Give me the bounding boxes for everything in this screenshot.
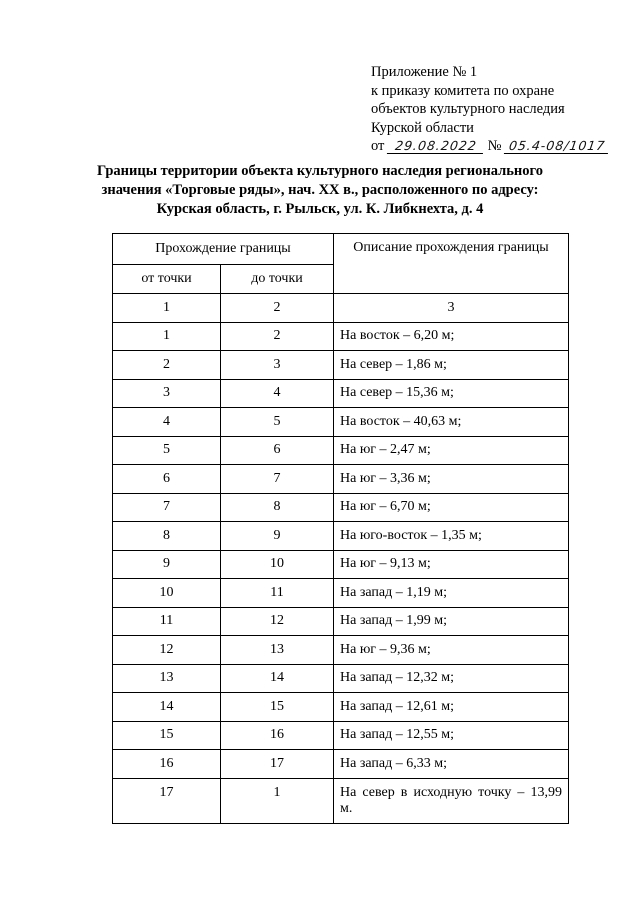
- table-row: [113, 636, 569, 665]
- column-number-2: 2: [221, 294, 334, 323]
- to-point-cell: 12: [221, 607, 334, 636]
- to-point-cell: 5: [221, 408, 334, 437]
- header-boundary-description: Описание прохождения границы: [334, 234, 569, 294]
- description-cell: На юг – 9,13 м;: [334, 550, 569, 579]
- to-point-cell: 11: [221, 579, 334, 608]
- table-row: [113, 550, 569, 579]
- table-row: [113, 579, 569, 608]
- description-cell: На север – 1,86 м;: [334, 351, 569, 380]
- to-point-cell: 13: [221, 636, 334, 665]
- description-cell: На юг – 6,70 м;: [334, 493, 569, 522]
- table-row: [113, 522, 569, 551]
- appendix-line-1: Приложение № 1: [371, 64, 478, 80]
- description-cell: На восток – 40,63 м;: [334, 408, 569, 437]
- title-line-1: Границы территории объекта культурного наследия регионального: [97, 163, 543, 179]
- boundary-table: [112, 233, 569, 824]
- handwritten-date: 29.08.2022: [387, 138, 485, 154]
- from-point-cell: 13: [113, 664, 221, 693]
- description-cell: На запад – 1,99 м;: [334, 607, 569, 636]
- from-point-cell: 1: [113, 322, 221, 351]
- from-point-cell: 6: [113, 465, 221, 494]
- description-cell: На запад – 1,19 м;: [334, 579, 569, 608]
- order-reference: [371, 137, 609, 156]
- number-sign: №: [487, 138, 502, 154]
- table-row: [113, 465, 569, 494]
- table-row: [113, 408, 569, 437]
- header-boundary-pass: Прохождение границы: [113, 234, 334, 265]
- from-point-cell: 17: [113, 778, 221, 823]
- table-row: [113, 778, 569, 823]
- description-cell: На запад – 6,33 м;: [334, 750, 569, 779]
- to-point-cell: 17: [221, 750, 334, 779]
- from-point-cell: 8: [113, 522, 221, 551]
- description-cell: На запад – 12,32 м;: [334, 664, 569, 693]
- description-cell: На север – 15,36 м;: [334, 379, 569, 408]
- to-point-cell: 8: [221, 493, 334, 522]
- table-row: [113, 693, 569, 722]
- description-cell: На юг – 2,47 м;: [334, 436, 569, 465]
- appendix-block: [371, 63, 609, 156]
- column-number-1: 1: [113, 294, 221, 323]
- header-from-point: от точки: [113, 265, 221, 294]
- from-point-cell: 9: [113, 550, 221, 579]
- table-row: [113, 607, 569, 636]
- header-to-point: до точки: [221, 265, 334, 294]
- to-point-cell: 4: [221, 379, 334, 408]
- appendix-line-3: объектов культурного наследия: [371, 101, 565, 117]
- title-line-2: значения «Торговые ряды», нач. XX в., расположенного по адресу:: [101, 182, 539, 198]
- table-row: [113, 379, 569, 408]
- to-point-cell: 14: [221, 664, 334, 693]
- from-point-cell: 11: [113, 607, 221, 636]
- description-cell: На юг – 9,36 м;: [334, 636, 569, 665]
- document-title: [60, 162, 580, 219]
- table-body: [113, 322, 569, 823]
- table-row: [113, 322, 569, 351]
- table-row: [113, 721, 569, 750]
- to-point-cell: 9: [221, 522, 334, 551]
- table-row: [113, 750, 569, 779]
- table-row: [113, 351, 569, 380]
- to-point-cell: 16: [221, 721, 334, 750]
- appendix-line-4: Курской области: [371, 119, 474, 136]
- from-point-cell: 14: [113, 693, 221, 722]
- to-point-cell: 1: [221, 778, 334, 823]
- column-number-3: 3: [334, 294, 569, 323]
- from-point-cell: 2: [113, 351, 221, 380]
- table-row: [113, 493, 569, 522]
- from-point-cell: 10: [113, 579, 221, 608]
- description-cell: На юг – 3,36 м;: [334, 465, 569, 494]
- description-cell: На запад – 12,55 м;: [334, 721, 569, 750]
- from-point-cell: 7: [113, 493, 221, 522]
- from-point-cell: 3: [113, 379, 221, 408]
- from-point-cell: 15: [113, 721, 221, 750]
- to-point-cell: 6: [221, 436, 334, 465]
- to-point-cell: 10: [221, 550, 334, 579]
- appendix-line-2: к приказу комитета по охране: [371, 82, 555, 99]
- handwritten-order-number: 05.4-08/1017: [504, 138, 610, 154]
- table-row: [113, 664, 569, 693]
- to-point-cell: 3: [221, 351, 334, 380]
- to-point-cell: 7: [221, 465, 334, 494]
- from-point-cell: 5: [113, 436, 221, 465]
- from-point-cell: 4: [113, 408, 221, 437]
- to-point-cell: 2: [221, 322, 334, 351]
- description-cell: На запад – 12,61 м;: [334, 693, 569, 722]
- description-cell: На север в исходную точку – 13,99 м.: [334, 778, 569, 823]
- from-point-cell: 16: [113, 750, 221, 779]
- description-cell: На юго-восток – 1,35 м;: [334, 522, 569, 551]
- description-cell: На восток – 6,20 м;: [334, 322, 569, 351]
- to-point-cell: 15: [221, 693, 334, 722]
- from-label: от: [371, 138, 385, 154]
- from-point-cell: 12: [113, 636, 221, 665]
- title-line-3: Курская область, г. Рыльск, ул. К. Либкнехта, д. 4: [156, 201, 484, 217]
- table-row: [113, 436, 569, 465]
